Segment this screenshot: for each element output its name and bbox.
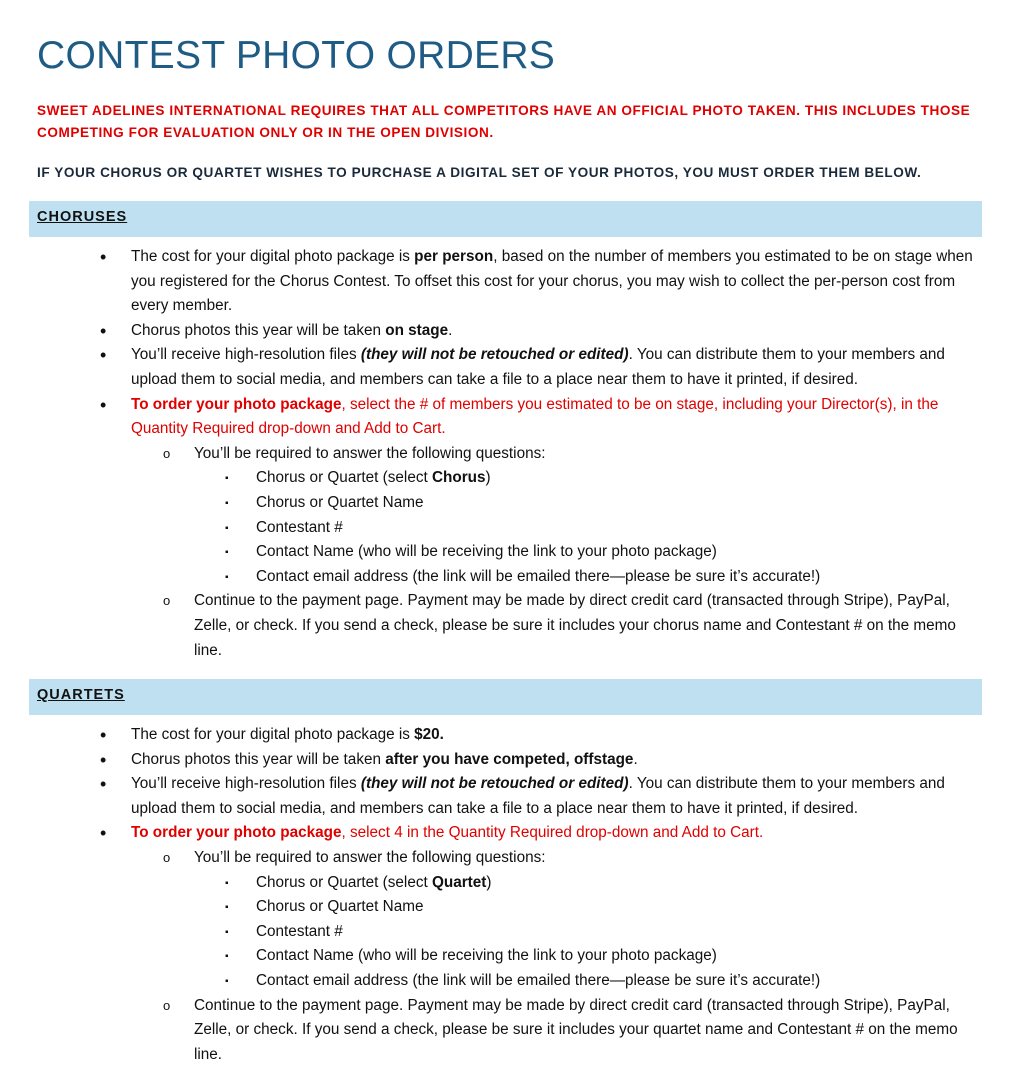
choruses-list bbox=[0, 245, 1019, 663]
list-item: • You’ll receive high-resolution files (they will not be retouched or edited). You can distribute them to your members and upload them to social media, and members can take a file to a place near them to have it printed, if desired. bbox=[100, 774, 945, 817]
list-item: ▪ Chorus or Quartet Name bbox=[0, 491, 956, 516]
list-item: • Chorus photos this year will be taken after you have competed, offstage. bbox=[0, 748, 976, 773]
list-item: o You’ll be required to answer the following questions: bbox=[0, 442, 974, 467]
bullet-icon: • bbox=[100, 345, 107, 366]
square-bullet-icon: ▪ bbox=[225, 975, 229, 987]
list-item: • Chorus photos this year will be taken on stage. bbox=[0, 319, 976, 344]
bullet-icon: • bbox=[100, 823, 107, 844]
list-item: ▪ Chorus or Quartet Name bbox=[0, 895, 956, 920]
purchase-notice: IF YOUR CHORUS OR QUARTET WISHES TO PURCHASE A DIGITAL SET OF YOUR PHOTOS, YOU MUST ORDER THEM BELOW. bbox=[37, 165, 922, 180]
list-item: • You’ll receive high-resolution files (they will not be retouched or edited). You can distribute them to your members and upload them to social media, and members can take a file to a place near them to have it printed, if desired. bbox=[100, 345, 945, 388]
square-bullet-icon: ▪ bbox=[225, 473, 229, 485]
square-bullet-icon: ▪ bbox=[225, 497, 229, 509]
bullet-icon: o bbox=[163, 849, 171, 865]
square-bullet-icon: ▪ bbox=[225, 522, 229, 534]
page-title: CONTEST PHOTO ORDERS bbox=[37, 34, 556, 77]
list-item: o Continue to the payment page. Payment may be made by direct credit card (transacted through Stripe), PayPal, Zelle, or check. If you send a check, please be sure it includes your quartet name and Contestant # on the memo line. bbox=[0, 994, 974, 1068]
list-item: ▪ Chorus or Quartet (select Quartet) bbox=[0, 871, 956, 896]
list-item: ▪ Contestant # bbox=[0, 516, 956, 541]
requirement-notice: SWEET ADELINES INTERNATIONAL REQUIRES THAT ALL COMPETITORS HAVE AN OFFICIAL PHOTO TAKEN. THIS INCLUDES THOSE COMPETING FOR EVALUATION ONLY OR IN THE OPEN DIVISION. bbox=[37, 103, 971, 140]
bullet-icon: • bbox=[100, 749, 107, 770]
list-item: ▪ Contact Name (who will be receiving the link to your photo package) bbox=[0, 944, 956, 969]
list-item: ▪ Contact email address (the link will be emailed there—please be sure it’s accurate!) bbox=[0, 969, 956, 994]
quartets-section-header bbox=[29, 679, 982, 715]
choruses-section-header bbox=[29, 201, 982, 237]
list-item: ▪ Contestant # bbox=[0, 920, 956, 945]
bullet-icon: o bbox=[163, 997, 171, 1013]
list-item: ▪ Contact email address (the link will be emailed there—please be sure it’s accurate!) bbox=[0, 565, 956, 590]
order-instructions: • To order your photo package, select 4 in the Quantity Required drop-down and Add to Cart. bbox=[0, 821, 976, 846]
bullet-icon: o bbox=[163, 593, 171, 609]
bullet-icon: • bbox=[100, 320, 107, 341]
square-bullet-icon: ▪ bbox=[225, 877, 229, 889]
bullet-icon: • bbox=[100, 774, 107, 795]
list-item: • The cost for your digital photo package is per person, based on the number of members you estimated to be on stage when you registered for the Chorus Contest. To offset this cost for your chorus, you may wish to collect the per-person cost from every member. bbox=[100, 247, 973, 315]
order-instructions: • To order your photo package, select the # of members you estimated to be on stage, including your Director(s), in the Quantity Required drop-down and Add to Cart. bbox=[100, 394, 939, 438]
list-item: ▪ Contact Name (who will be receiving the link to your photo package) bbox=[0, 540, 956, 565]
quartets-list bbox=[0, 723, 1019, 1067]
bullet-icon: • bbox=[100, 394, 107, 415]
bullet-icon: o bbox=[163, 445, 171, 461]
list-item: o You’ll be required to answer the following questions: bbox=[0, 846, 974, 871]
list-item: • The cost for your digital photo package is $20. bbox=[0, 723, 976, 748]
list-item: o Continue to the payment page. Payment may be made by direct credit card (transacted through Stripe), PayPal, Zelle, or check. If you send a check, please be sure it includes your chorus name and Contestant # on the memo line. bbox=[0, 589, 974, 663]
bullet-icon: • bbox=[100, 247, 107, 267]
bullet-icon: • bbox=[100, 725, 107, 745]
list-item: ▪ Chorus or Quartet (select Chorus) bbox=[0, 466, 956, 491]
choruses-heading: CHORUSES bbox=[37, 209, 128, 225]
square-bullet-icon: ▪ bbox=[225, 902, 229, 914]
square-bullet-icon: ▪ bbox=[225, 547, 229, 559]
square-bullet-icon: ▪ bbox=[225, 926, 229, 938]
square-bullet-icon: ▪ bbox=[225, 571, 229, 583]
quartets-heading: QUARTETS bbox=[37, 687, 125, 703]
square-bullet-icon: ▪ bbox=[225, 951, 229, 963]
